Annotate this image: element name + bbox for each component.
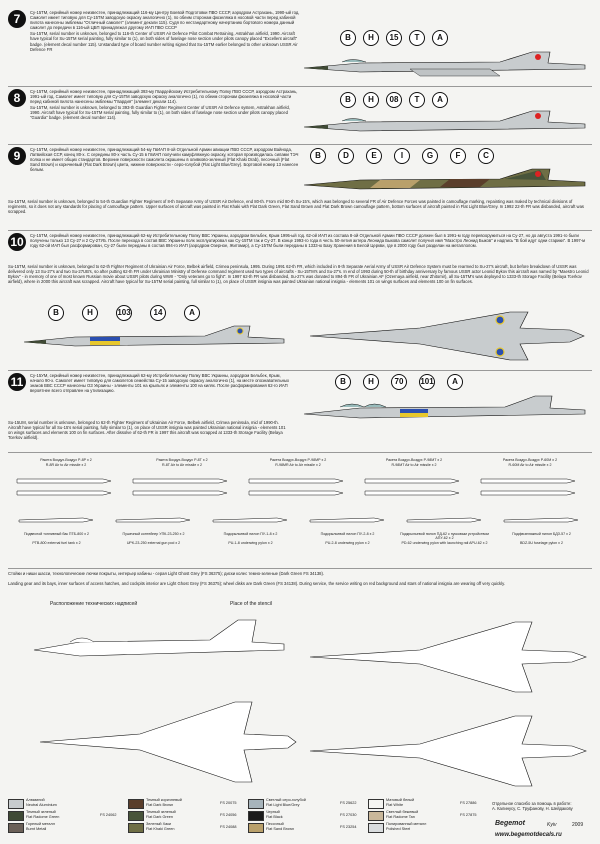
section-11-badges xyxy=(335,374,463,390)
credits-names: А. Калинусу, С. Труфанову, Н. Шейдакову xyxy=(492,806,573,812)
decal-badge: 103 xyxy=(116,305,132,321)
paint-name-ru: Песочный xyxy=(266,822,284,826)
paint-swatch xyxy=(368,811,384,821)
su15tm-side-view-8 xyxy=(300,108,592,142)
paint-name-ru: Темный зеленый xyxy=(26,810,56,814)
pylon-label-ru: Пушечный контейнер УПК-23-250 х 2 xyxy=(122,532,185,536)
su15um-side-view-11 xyxy=(300,392,590,432)
weapon-label-en: R-98MT Air to Air missile x 2 xyxy=(391,463,437,467)
decal-badge: G xyxy=(422,148,438,164)
missile-drawing xyxy=(13,471,119,501)
paint-name-ru: Зеленый Хаки xyxy=(146,822,172,826)
pylon-drawing xyxy=(207,510,294,530)
decal-badge: C xyxy=(478,148,494,164)
missile-drawing xyxy=(477,471,583,501)
weapon-label-en: R-8T Air to Air missile x 2 xyxy=(161,463,203,467)
pylon-label-en: PTB-800 external fuel tank x 2 xyxy=(32,541,81,545)
divider xyxy=(8,86,592,87)
decal-badge: 70 xyxy=(391,374,407,390)
pylon-label-ru: Подвесной топливный бак ПТБ-800 х 2 xyxy=(23,532,90,536)
weapon-label-ru: Ракета Воздух-Воздух Р-98МР х 2 xyxy=(269,458,327,462)
decal-badge: 101 xyxy=(419,374,435,390)
pylon-drawing xyxy=(498,510,585,530)
decal-badge: B xyxy=(340,92,356,108)
paint-swatch xyxy=(248,811,264,821)
section-9-badges xyxy=(310,148,494,164)
pylon-item xyxy=(299,510,396,564)
stencil-side-view xyxy=(30,612,290,682)
paint-name-en: Flat Dark Green xyxy=(146,815,174,819)
section-10-ru: Су-15ТМ, серийный номер неизвестен, принадлежащий 62-му Истребительному Полку ВВС Украины, аэродром Бельбек, Крым 1995-ый год. 62-ой ИАП из состава 8-ой Отдельной Армии ПВО СССР должен был в 1991-м году перевооружиться на Су-27, но до августа 1991-го были получены только 13 Су-27 и 2 Су-27УБ. После перехода в состав ВВС Украины полк эксплуатировал как Су-15ТМ так и Су-27. В конце 1993-го года в честь 50-летия актера Леонида Быкова самолет получил имя "Маэстро Леонид Быков" и надпись "В бой идут одни старики". В 1997-м году 62-ой ИАП был расформирован, Су-27 были переданы в состав 894-го ИАП (аэродром Озерное, Житомир), а Су-15ТМ были переданы в 1333-ю Базу Хранения в Белой Церкви, где в 2000 году был разделан на металлолом. xyxy=(30,233,586,249)
section-9-en: Su-15TM, serial number is unknown, belonged to 54-th Guardian Fighter Regiment of 8-th Separate Army of USSR Air Defence, end 80-th. From mid 80-th Su-15's, which was belonged to several FR of Air Defence Forces was painted in camouflage marking, repainting was maked by technical divisions of regiments, so it does not any standards for placing of camouflage pattern. Upper surfaces of aircraft was painted in Flat Khaki with Flat Dark Green, Flat Sand Brown and Flat Dark Brown camouflage pattern, bottom surfaces of aircraft painted in Flat Light Blue/Grey. In 1992 22-th FR was disbanded, aircraft was scrapped. xyxy=(8,199,584,215)
pylon-item xyxy=(202,510,299,564)
decal-badge: 15 xyxy=(386,30,402,46)
paint-name-ru: Алюминий xyxy=(26,798,45,802)
paint-fs-code: FS 25622 xyxy=(340,801,357,805)
divider xyxy=(8,370,592,371)
paint-name-en: Burnt Metall xyxy=(26,827,47,831)
pylon-item xyxy=(8,510,105,564)
decal-badge: B xyxy=(310,148,326,164)
weapon-item xyxy=(356,458,472,506)
paint-fs-code: FS 27030 xyxy=(340,813,357,817)
section-8-badges xyxy=(340,92,448,108)
decal-badge: 08 xyxy=(386,92,402,108)
section-11-en: Su-15UM, serial number is unknown, belonged to 62-th Fighter Regiment of Ukrainian Air Force, Belbek airfield, Crimea peninsula, mid of 1990-th. Aircraft have typical for all Su-15's serial painting, fully similar to (1), on place of USSR insignia was painted Ukrainian national insignia - elements 101 on wings surfaces and elements 100 on fin surfaces. After dissolve of 62-th FR in 1997 this aircraft was scrapped at 1333-th Storage Facility (Belaya Tcerkov airfield). xyxy=(8,420,286,441)
paint-swatch xyxy=(368,799,384,809)
decal-badge: B xyxy=(335,374,351,390)
paint-name-ru: Темный зеленый xyxy=(146,810,176,814)
credits xyxy=(492,801,592,813)
decal-badge: 14 xyxy=(150,305,166,321)
section-8-en: Su-15TM, serial number is unknown, belonged to 393-th Guardian Fighter Regiment Center of USSR Air Defence system, Astrakhan airfield, 1990. Aircraft have typical for Su-15TM serial painting, fully similar to (1), on both sides of fuselage nose section under pilots canopy placed "Guardia" badge. (element decal number 114). xyxy=(30,105,290,121)
stencil-bottom-view xyxy=(30,690,300,795)
pylon-item xyxy=(105,510,202,564)
pylon-label-en: UPK-23-250 external gun pod x 2 xyxy=(126,541,181,545)
missile-drawing xyxy=(361,471,467,501)
paint-name-ru: Светлый бежевый xyxy=(386,810,419,814)
su15tm-side-view-7 xyxy=(300,48,592,84)
section-7-en: Su-15TM, serial number is unknown, belonged to 116-th Center of USSR Air Defence Pilot Combat Retraining, Astrakhan airfield, 1990. Aircraft have typical for Su-15TM serial painting, fully similar to (1), on both sides of fuselage nose section under pilots canopy placed "Excellent aircraft" badge. (element decal number 115). Unstandard type of board number writing signed that Su-15TM earlier belonged to other unknown USSR Air Defence FR xyxy=(30,31,298,52)
pylon-label-ru: Подкрыльевой пилон ПУ-1-8 х 2 xyxy=(223,532,278,536)
paint-name-en: Flat White xyxy=(386,803,404,807)
paint-swatch xyxy=(8,811,24,821)
pylon-drawing xyxy=(110,510,197,530)
su15tm-ukraine-side-view-10 xyxy=(20,322,290,358)
section-10-en: Su-15TM, serial number is unknown, belonged to 62-th Fighter Regiment of Ukrainian Air Force, Belbek airfield, Crimea peninsula, 1995. During 1991 62-th FR, which included in 8-th Separate Aerial Army of USSR Air Defence System must be rearmed to Su-27's aircraft, but before breakdown of USSR was delivered only 13 Su-27's and two Su-27UB's, so after putting 62-th FR under Ukrainian Ministry of Defense command regiment used two types of aircrafts - Su-15TM's and Su-27's. In end of 1993 during 50-th of birthday anniversary by famous USSR actor Leonid Bykov this aircraft was named by "Maestro Leonid Bykov" - in memory of one of most known Russian movie about USSR pilots during WWII - "Only veterans go to fight". In 1997 62-th FR was disbanded, Su-27's was donated to 894-th FR of Ukrainian AF (Ozernaya airfield, near Zhitomir), all Su-15TM's was deployed to 1333-th Storage Facility (Belaya Tcerkov airfield), where in 2000 this aircraft was scrapped. Aircraft have typical for Su-15TM serial painting, full similar to (1), on place of USSR insignia was painted Ukrainian national insignia - elements 101 on wings surfaces and elements 100 on fin surfaces. xyxy=(8,264,589,285)
brand-logo: Begemot xyxy=(495,820,525,827)
weapon-item xyxy=(472,458,588,506)
paint-name-en: Flat Radome Tan xyxy=(386,815,415,819)
decal-badge: H xyxy=(82,305,98,321)
paint-fs-code: FS 27875 xyxy=(460,813,477,817)
section-10-badges xyxy=(48,305,200,321)
paint-fs-code: FS 24088 xyxy=(220,825,237,829)
decal-badge: I xyxy=(394,148,410,164)
missile-drawing xyxy=(245,471,351,501)
weapon-label-ru: Ракета Воздух-Воздух Р-8Т х 2 xyxy=(156,458,208,462)
paint-name-en: Flat Khaki Green xyxy=(146,827,175,831)
paint-swatch xyxy=(128,799,144,809)
weapon-label-ru: Ракета Воздух-Воздух Р-98МТ х 2 xyxy=(385,458,443,462)
su15tm-camo-side-view-9 xyxy=(300,166,592,200)
section-8-text xyxy=(30,89,300,141)
decal-badge: E xyxy=(366,148,382,164)
divider xyxy=(8,230,592,231)
paint-name-en: Flat Sand Brown xyxy=(266,827,295,831)
paint-swatch xyxy=(8,823,24,833)
decal-badge: A xyxy=(432,92,448,108)
credits-ru: Отдельное спасибо за помощь в работе: xyxy=(492,801,572,806)
section-number-7: 7 xyxy=(8,10,26,28)
paint-name-ru: Матовый белый xyxy=(386,798,415,802)
weapon-label-en: R-60M Air to Air missile x 2 xyxy=(508,463,552,467)
paint-swatch xyxy=(128,811,144,821)
section-number-8: 8 xyxy=(8,89,26,107)
year: 2009 xyxy=(572,822,584,828)
pylon-item xyxy=(396,510,493,564)
weapon-label-en: R-98MR Air to Air missile x 2 xyxy=(275,463,321,467)
divider xyxy=(8,144,592,145)
paint-swatch xyxy=(368,823,384,833)
paint-name-en: Flat Light Blue/Grey xyxy=(266,803,300,807)
pylon-item xyxy=(493,510,590,564)
paint-name-en: Flat Black xyxy=(266,815,283,819)
section-9-ru: Су-15ТМ, серийный номер неизвестен, принадлежащий 54-му ГвИАП 8-ой Отдельной Армии авиации ПВО СССР, аэродром Вайнода, Латвийская ССР, конец 80-х. С середины 80-х часть Су-15 в ГвИАП получили камуфляжную окраску, которая производилась силами ТЭЧ полка и не имеет общих стандартов. Верхние поверхности самолета окрашены в оливково-зеленый (Flat Khaki Drab), песочный (Flat Sand Brown) и коричневый (Flat Dark Brown) цвета, нижние поверхности - серо-голубой (Flat Light Blue/Grey). Бортовой номер 13 нанесен белым. xyxy=(30,147,299,173)
paint-fs-code: FS 24062 xyxy=(100,813,117,817)
paint-name-ru: Светлый серо-голубой xyxy=(266,798,306,802)
decal-badge: A xyxy=(184,305,200,321)
weapon-label-en: R-8R Air to Air missile x 2 xyxy=(45,463,87,467)
decal-badge: B xyxy=(48,305,64,321)
section-7-text xyxy=(30,10,300,66)
paint-swatch xyxy=(128,823,144,833)
decal-badge: H xyxy=(363,374,379,390)
section-number-10: 10 xyxy=(8,233,26,251)
section-8-ru: Су-15ТМ, серийный номер неизвестен, принадлежащий 393-му Гвардейскому Истребительному Полку ПВО СССР, аэродром Астрахань, 1991-ый год. Самолет имеет типовую для Су-15ТМ заводскую окраску аналогично (1), по обеим сторонам фюзеляжа в носовой части перед кабиной пилота нанесены эмблемы "Гвардия" (элемент декали 114). xyxy=(30,89,298,105)
pylon-label-en: PU-1-8 underwing pylon x 2 xyxy=(228,541,273,545)
notes-ru: Стойки и ниши шасси, технологические лючки покрыты, интерьер кабины - серая Light Ghost Grey (FS 36375); диски колес темно-зеленые (Dark Green FS 34138). xyxy=(8,571,325,576)
paint-fs-code: FS 27886 xyxy=(460,801,477,805)
paint-name-ru: Черный xyxy=(266,810,280,814)
weapon-item xyxy=(8,458,124,506)
pylon-label-ru: Подкрыльевой пилон ПУ-2-8 х 2 xyxy=(320,532,375,536)
paint-fs-code: FS 23254 xyxy=(340,825,357,829)
decal-badge: D xyxy=(338,148,354,164)
decal-badge: B xyxy=(340,30,356,46)
paint-name-en: Neutral Aluminium xyxy=(26,803,57,807)
paint-swatch xyxy=(248,799,264,809)
paint-name-ru: Полированный металл xyxy=(386,822,427,826)
stencil-title-en: Place of the stencil xyxy=(230,601,272,607)
missile-drawing xyxy=(129,471,235,501)
decal-badge: F xyxy=(450,148,466,164)
weapon-label-ru: Ракета Воздух-Воздух Р-60М х 2 xyxy=(502,458,558,462)
stencil-title: Расположение технических надписей xyxy=(50,601,138,607)
pylon-label-en: PU-2-8 underwing pylon x 2 xyxy=(325,541,370,545)
pylon-drawing xyxy=(304,510,391,530)
pylon-label-ru: Подфюзеляжный пилон БДЗ-57 х 2 xyxy=(512,532,571,536)
section-11-ru: Су-15УМ, серийный номер неизвестен, принадлежащий 62-му Истребительному Полку ВВС Украины, аэродром Бельбек, Крым, начало 90-х. Самолет имеет типовую для самолетов семейства Су-15 заводскую окраску аналогично (1), на месте опознавательных знаков ВВС СССР нанесены ОЗ Украины - элементы 101 на крыльях и элементы 100 на килях. После расформирования 62-го ИАП вероятнее всего отправлен на утилизацию. xyxy=(30,373,290,394)
decal-badge: A xyxy=(447,374,463,390)
divider xyxy=(8,568,592,569)
paint-swatch xyxy=(8,799,24,809)
decal-badge: A xyxy=(432,30,448,46)
weapon-item xyxy=(240,458,356,506)
website-url: www.begemotdecals.ru xyxy=(495,832,562,838)
decal-badge: H xyxy=(363,30,379,46)
section-number-9: 9 xyxy=(8,147,26,165)
paint-name-ru: Горелый металл xyxy=(26,822,55,826)
pylon-label-ru: Подкрыльевой пилон ПД-62 с пусковым устройством АПУ-62 х 2 xyxy=(400,532,489,541)
paint-name-en: Flat Dark Brown xyxy=(146,803,174,807)
city: Kyiv xyxy=(547,822,557,828)
pylon-label-en: PD-62 underwing pylon with launching rail APU-62 x 2 xyxy=(401,541,488,545)
pylon-label-en: BDZ-5U fuselage pylon x 2 xyxy=(520,541,563,545)
stencil-top-view xyxy=(300,612,590,702)
paint-fs-code: FS 20075 xyxy=(220,801,237,805)
pylon-drawing xyxy=(401,510,488,530)
section-7-badges xyxy=(340,30,448,46)
paint-fs-code: FS 24056 xyxy=(220,813,237,817)
stencil-front-view xyxy=(300,706,590,796)
paint-name-en: Flat Radome Green xyxy=(26,815,60,819)
su15tm-top-view-10 xyxy=(300,306,590,366)
section-number-11: 11 xyxy=(8,373,26,391)
paint-name-en: Polished Steel xyxy=(386,827,411,831)
decal-badge: T xyxy=(409,30,425,46)
pylon-drawing xyxy=(13,510,100,530)
weapon-label-ru: Ракета Воздух-Воздух Р-8Р х 2 xyxy=(40,458,92,462)
paint-swatch xyxy=(248,823,264,833)
weapon-item xyxy=(124,458,240,506)
decal-badge: T xyxy=(409,92,425,108)
notes-en: Landing gear and its bays, inner surfaces of access hatches, and cockpits interior are Light Ghost Grey (FS 36375); wheel disks are Dark Green (FS 34138). During service, the service writing on red background and stars of national insignia are wearing off very quickly. xyxy=(8,581,506,586)
section-7-ru: Су-15ТМ, серийный номер неизвестен, принадлежащий 116-му Центру Боевой Подготовки ПВО СССР, аэродром Астрахань, 1990-ый год. Самолет имеет типовую для Су-15ТМ заводскую окраску аналогично (1), по обеим сторонам фюзеляжа в носовой части перед кабиной пилота нанесены эмблемы "Отличный самолет" (элемент декали 115). Судя по нестандартному начертанию бортового номера данный самолет до передачи в 116-ый ЦБП принадлежал другому ИАП ПВО СССР xyxy=(30,10,300,31)
decal-badge: H xyxy=(363,92,379,108)
divider xyxy=(8,452,592,453)
paint-name-ru: Темный коричневый xyxy=(146,798,182,802)
